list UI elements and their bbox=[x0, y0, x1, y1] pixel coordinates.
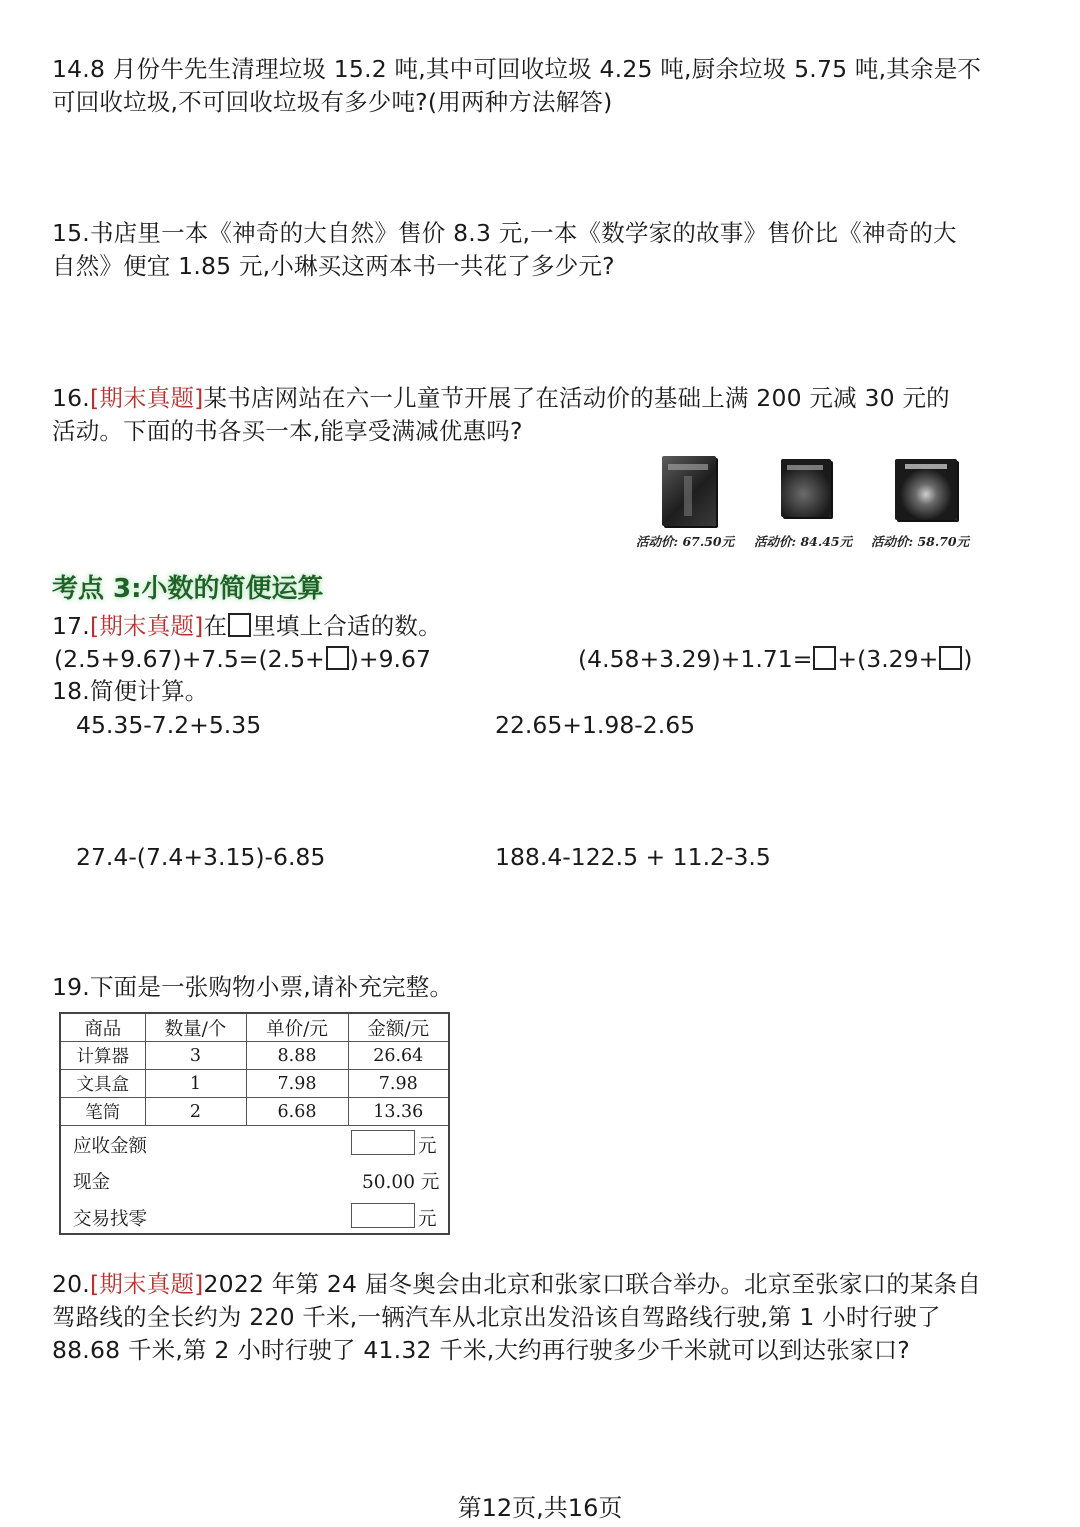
table-header-row bbox=[61, 1014, 448, 1042]
book-price-1: 活动价: 67.50元 bbox=[636, 534, 735, 549]
table-cell: 6.68 bbox=[246, 1098, 348, 1126]
unit-label: 元 bbox=[418, 1136, 437, 1157]
answer-box[interactable] bbox=[813, 646, 836, 670]
shopping-receipt bbox=[59, 1012, 450, 1235]
answer-box[interactable] bbox=[326, 646, 349, 670]
change-input[interactable] bbox=[351, 1203, 415, 1228]
q18-expr-1: 45.35-7.2+5.35 bbox=[76, 711, 262, 739]
q18-title: 18.简便计算。 bbox=[52, 677, 209, 705]
exam-tag: [期末真题] bbox=[89, 384, 204, 412]
book-price-3: 活动价: 58.70元 bbox=[871, 534, 970, 549]
exam-tag: [期末真题] bbox=[89, 1270, 204, 1298]
cash-label: 现金 bbox=[73, 1172, 111, 1193]
expr-part: (4.58+3.29)+1.71= bbox=[578, 645, 813, 673]
q14-line-2: 可回收垃圾,不可回收垃圾有多少吨?(用两种方法解答) bbox=[52, 88, 613, 116]
book-cover-1 bbox=[662, 456, 716, 526]
q17-text-b: 里填上合适的数。 bbox=[252, 612, 442, 640]
q20-text: 2022 年第 24 届冬奥会由北京和张家口联合举办。北京至张家口的某条自 bbox=[203, 1270, 982, 1298]
q18-expr-2: 22.65+1.98-2.65 bbox=[495, 711, 696, 739]
q16-line-2: 活动。下面的书各买一本,能享受满减优惠吗? bbox=[52, 417, 523, 445]
q17-expression-2 bbox=[578, 645, 972, 673]
book-price-2: 活动价: 84.45元 bbox=[754, 534, 853, 549]
receivable-input[interactable] bbox=[351, 1130, 415, 1155]
section-heading: 考点 3:小数的简便运算 bbox=[52, 574, 324, 604]
table-cell: 计算器 bbox=[61, 1042, 145, 1070]
q17-text-a: 在 bbox=[203, 612, 228, 640]
table-cell: 文具盒 bbox=[61, 1070, 145, 1098]
column-header: 金额/元 bbox=[348, 1014, 448, 1042]
table-cell: 13.36 bbox=[348, 1098, 448, 1126]
exam-tag: [期末真题] bbox=[89, 612, 204, 640]
answer-box[interactable] bbox=[939, 646, 962, 670]
table-cell: 7.98 bbox=[246, 1070, 348, 1098]
q17-number: 17. bbox=[52, 612, 90, 640]
book-cover-2 bbox=[781, 459, 831, 517]
book-cover-3 bbox=[895, 459, 957, 520]
table-cell: 3 bbox=[145, 1042, 246, 1070]
table-cell: 1 bbox=[145, 1070, 246, 1098]
cash-value: 50.00 元 bbox=[362, 1172, 440, 1193]
table-row bbox=[61, 1042, 448, 1070]
q16-number: 16. bbox=[52, 384, 90, 412]
q14-line-1: 14.8 月份牛先生清理垃圾 15.2 吨,其中可回收垃圾 4.25 吨,厨余垃圾 5.75 吨,其余是不 bbox=[52, 55, 982, 83]
q15-line-2: 自然》便宜 1.85 元,小琳买这两本书一共花了多少元? bbox=[52, 252, 615, 280]
q15-line-1: 15.书店里一本《神奇的大自然》售价 8.3 元,一本《数学家的故事》售价比《神奇的大 bbox=[52, 219, 957, 247]
q20-number: 20. bbox=[52, 1270, 90, 1298]
q16-text: 某书店网站在六一儿童节开展了在活动价的基础上满 200 元减 30 元的 bbox=[203, 384, 950, 412]
table-row bbox=[61, 1098, 448, 1126]
expr-part: )+9.67 bbox=[349, 645, 431, 673]
receipt-table bbox=[61, 1014, 448, 1126]
table-cell: 8.88 bbox=[246, 1042, 348, 1070]
page-number: 第12页,共16页 bbox=[457, 1494, 623, 1522]
expr-part: +(3.29+ bbox=[837, 645, 939, 673]
unit-label: 元 bbox=[418, 1209, 437, 1230]
q20-line-2: 驾路线的全长约为 220 千米,一辆汽车从北京出发沿该自驾路线行驶,第 1 小时行驶了 bbox=[52, 1303, 941, 1331]
q18-expr-4: 188.4-122.5 + 11.2-3.5 bbox=[495, 843, 771, 871]
q18-expr-3: 27.4-(7.4+3.15)-6.85 bbox=[76, 843, 326, 871]
change-label: 交易找零 bbox=[73, 1209, 148, 1230]
column-header: 数量/个 bbox=[145, 1014, 246, 1042]
q17-expression-1 bbox=[54, 645, 431, 673]
receivable-label: 应收金额 bbox=[73, 1136, 148, 1157]
table-cell: 笔筒 bbox=[61, 1098, 145, 1126]
table-cell: 7.98 bbox=[348, 1070, 448, 1098]
expr-part: ) bbox=[963, 645, 973, 673]
column-header: 单价/元 bbox=[246, 1014, 348, 1042]
table-row bbox=[61, 1070, 448, 1098]
q20-line-3: 88.68 千米,第 2 小时行驶了 41.32 千米,大约再行驶多少千米就可以到达张家口? bbox=[52, 1336, 910, 1364]
table-cell: 26.64 bbox=[348, 1042, 448, 1070]
q19-title: 19.下面是一张购物小票,请补充完整。 bbox=[52, 973, 454, 1001]
q17-line-1 bbox=[52, 610, 442, 642]
table-cell: 2 bbox=[145, 1098, 246, 1126]
q16-line-1 bbox=[52, 382, 950, 414]
expr-part: (2.5+9.67)+7.5=(2.5+ bbox=[54, 645, 325, 673]
column-header: 商品 bbox=[61, 1014, 145, 1042]
blank-box bbox=[228, 613, 251, 637]
q20-line-1 bbox=[52, 1268, 981, 1300]
